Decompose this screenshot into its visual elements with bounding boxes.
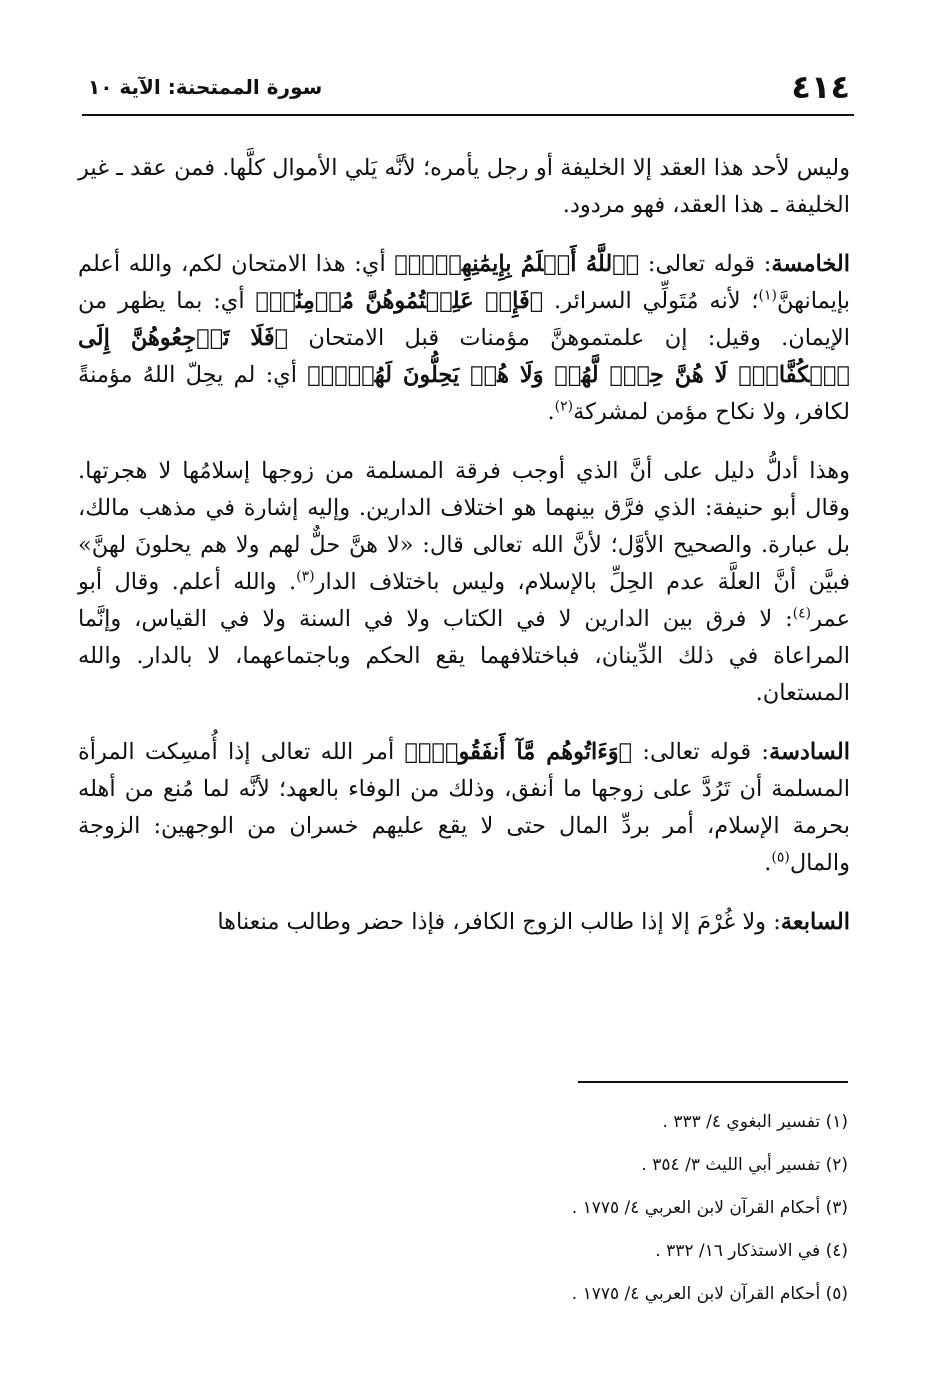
main-text xyxy=(78,150,850,963)
text-run: أي: بما يظهر من الإيمان. وقيل: إن علمتموهنَّ مؤمنات قبل الامتحان xyxy=(78,288,850,351)
text-run: أي: هذا الامتحان لكم، والله أعلم بإيمانهنَّ xyxy=(78,251,850,314)
section-label: السابعة xyxy=(780,909,850,935)
footnote-ref: (١) xyxy=(758,287,777,304)
footnote-ref: (٣) xyxy=(296,568,315,585)
footnotes xyxy=(128,1112,848,1327)
header-rule xyxy=(82,114,854,116)
text-run: . xyxy=(764,850,772,876)
paragraph xyxy=(78,453,850,712)
paragraph xyxy=(78,246,850,431)
quran-quote: ﴿ٱللَّهُ أَعۡلَمُ بِإِيمَٰنِهِنَّۖ﴾ xyxy=(394,251,640,277)
text-run: : قوله تعالى: xyxy=(639,251,772,277)
text-run: وليس لأحد هذا العقد إلا الخليفة أو رجل يأمره؛ لأنَّه يَلي الأموال كلَّها. فمن عقد ـ غير الخليفة ـ هذا العقد، فهو مردود. xyxy=(78,155,850,218)
text-run: أمر الله تعالى إذا أُمسِكت المرأة المسلمة أن تَرُدَّ على زوجها ما أنفق، وذلك من الوفاء بالعهد؛ لأنَّه لما مُنع من أهله بحرمة الإسلام، أمر بردِّ المال حتى لا يقع عليهم خسران من الوجهين: الزوجة والمال xyxy=(78,739,850,876)
footnote: (١) تفسير البغوي ٤/ ٣٣٣ . xyxy=(662,1112,848,1132)
text-run: . xyxy=(547,399,555,425)
text-run: وهذا أدلُّ دليل على أنَّ الذي أوجب فرقة المسلمة من زوجها إسلامُها لا هجرتها. وقال أبو حنيفة: الذي فرَّق بينهما هو اختلاف الدارين. وإليه إشارة في مذهب مالك، بل عبارة. والصحيح الأوَّل؛ لأنَّ الله تعالى قال: «لا هنَّ حلٌّ لهم ولا هم يحلونَ لهنَّ» فبيَّن أنَّ العلَّة عدم الحِلِّ بالإسلام، وليس باختلاف الدار xyxy=(78,458,850,595)
footnote: (٥) أحكام القرآن لابن العربي ٤/ ١٧٧٥ . xyxy=(571,1284,848,1304)
footnote: (٢) تفسير أبي الليث ٣/ ٣٥٤ . xyxy=(641,1155,848,1175)
footnote-ref: (٥) xyxy=(771,849,790,866)
footnote: (٤) في الاستذكار ١٦/ ٣٣٢ . xyxy=(655,1241,848,1261)
text-run: : قوله تعالى: xyxy=(632,739,769,765)
text-run: : لا فرق بين الدارين لا في الكتاب ولا في السنة ولا في القياس، وإنَّما المراعاة في ذلك الدِّينان، فباختلافهما يقع الحكم وباجتماعهما، لا بالدار. والله المستعان. xyxy=(78,606,850,706)
text-run: : ولا غُرْمَ إلا إذا طالب الزوج الكافر، فإذا حضر وطالب منعناها xyxy=(217,909,781,935)
paragraph xyxy=(78,150,850,224)
surah-title: سورة الممتحنة: الآية ١٠ xyxy=(88,75,323,99)
quran-quote: ﴿فَإِنۡ عَلِمۡتُمُوهُنَّ مُؤۡمِنَٰتٖ﴾ xyxy=(255,288,544,314)
page-number: ٤١٤ xyxy=(791,68,850,106)
footnote-separator xyxy=(578,1081,848,1083)
footnote-ref: (٤) xyxy=(792,605,812,622)
section-label: السادسة xyxy=(769,739,850,765)
paragraph xyxy=(78,734,850,882)
quran-quote: ﴿فَلَا تَرۡجِعُوهُنَّ إِلَى ٱلۡكُفَّارِۖ لَا هُنَّ حِلّٞ لَّهُمۡ وَلَا هُمۡ يَحِلُّونَ لَهُنَّۖ﴾ xyxy=(78,325,851,388)
text-run: . والله أعلم. وقال أبو عمر xyxy=(78,569,850,632)
quran-quote: ﴿وَءَاتُوهُم مَّآ أَنفَقُواْۚ﴾ xyxy=(404,739,633,765)
text-run: ؛ لأنه مُتَولِّي السرائر. xyxy=(543,288,759,314)
footnote-ref: (٢) xyxy=(554,398,574,415)
text-run: أي: لم يحِلّ اللهُ مؤمنةً لكافر، ولا نكاح مؤمن لمشركة xyxy=(78,362,850,425)
section-label: الخامسة xyxy=(771,251,851,277)
footnote: (٣) أحكام القرآن لابن العربي ٤/ ١٧٧٥ . xyxy=(571,1198,848,1218)
paragraph xyxy=(78,904,850,941)
running-header xyxy=(82,66,854,106)
